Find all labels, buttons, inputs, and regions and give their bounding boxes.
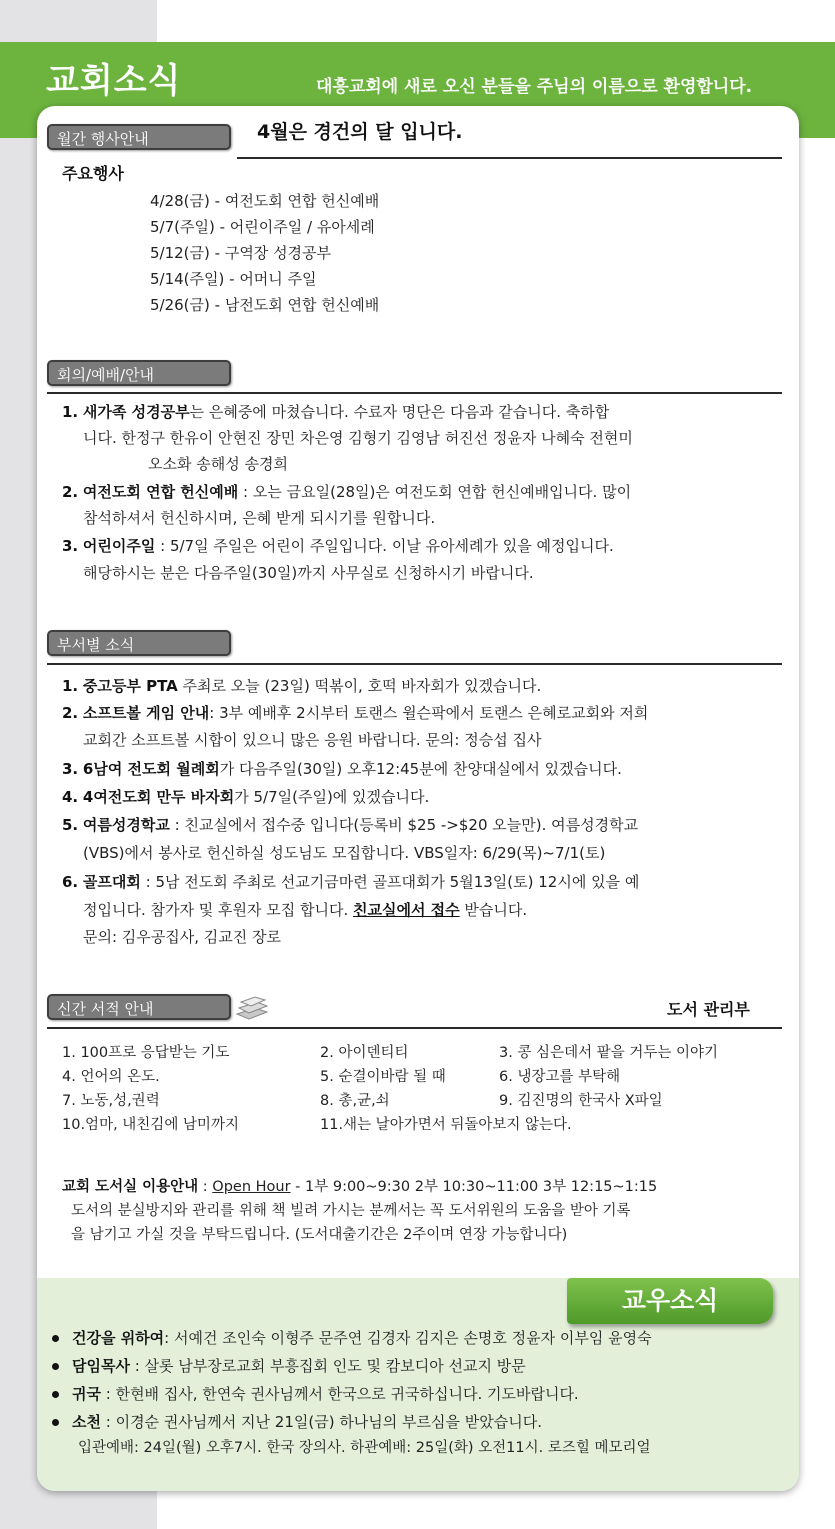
member-news-item-3	[72, 1384, 579, 1404]
item-number: 2.	[62, 483, 79, 501]
dept-item-1	[62, 676, 541, 696]
library-department: 도서 관리부	[667, 1000, 750, 1019]
item-text: : 한현배 집사, 한연숙 권사님께서 한국으로 귀국하십니다. 기도바랍니다.	[100, 1385, 579, 1403]
book-item: 10.엄마, 내친김에 남미까지	[62, 1117, 239, 1133]
book-item: 6. 냉장고를 부탁해	[499, 1069, 621, 1085]
item-number: 1.	[62, 403, 79, 421]
book-item: 3. 콩 심은데서 팥을 거두는 이야기	[499, 1045, 718, 1061]
item-title: 귀국	[72, 1385, 101, 1403]
item-text: : 5남 전도회 주최로 선교기금마련 골프대회가 5월13일(토) 12시에 있을 예	[140, 873, 640, 891]
event-item: 5/7(주일) - 어린이주일 / 유아세례	[150, 218, 375, 236]
book-item: 8. 총,균,쇠	[320, 1093, 390, 1109]
event-item: 5/26(금) - 남전도회 연합 헌신예배	[150, 296, 380, 314]
dept-item-5-line-2: (VBS)에서 봉사로 헌신하실 성도님도 모집합니다. VBS일자: 6/29(목)~7/1(토)	[83, 844, 606, 862]
item-text: : 살롯 남부장로교회 부흥집회 인도 및 캄보디아 선교지 방문	[129, 1357, 526, 1375]
book-item: 5. 순결이바람 될 때	[320, 1069, 446, 1085]
item-title: 골프대회	[82, 873, 141, 891]
book-item: 11.새는 날아가면서 뒤돌아보지 않는다.	[320, 1117, 572, 1133]
item-text: 정입니다. 참가자 및 후원자 모집 합니다.	[83, 901, 353, 919]
dept-item-6-line-2	[83, 900, 527, 920]
item-text: : 친교실에서 접수중 입니다(등록비 $25 ->$20 오늘만). 여름성경학교	[169, 816, 639, 834]
registration-place: 친교실에서 접수	[353, 901, 460, 919]
dept-item-3	[62, 759, 622, 779]
bullet-icon	[52, 1419, 59, 1426]
bullet-icon	[52, 1335, 59, 1342]
item-text: : 이경순 권사님께서 지난 21일(금) 하나님의 부르심을 받았습니다.	[100, 1413, 542, 1431]
item-number: 6.	[62, 873, 79, 891]
book-item: 7. 노동,성,권력	[62, 1093, 160, 1109]
welcome-message: 대흥교회에 새로 오신 분들을 주님의 이름으로 환영합니다.	[316, 77, 753, 97]
meeting-item-3-line-2: 해당하시는 분은 다음주일(30일)까지 사무실로 신청하시기 바랍니다.	[83, 564, 534, 582]
item-title: 담임목사	[72, 1357, 130, 1375]
books-rule	[47, 1027, 782, 1029]
item-title: 어린이주일	[82, 537, 156, 555]
monthly-rule	[237, 157, 782, 159]
event-item: 5/12(금) - 구역장 성경공부	[150, 244, 332, 262]
library-notice-line-2: 도서의 분실방지와 관리를 위해 책 빌려 가시는 분께서는 꼭 도서위원의 도움을 받아 기록	[71, 1203, 631, 1219]
book-item: 9. 김진명의 한국사 X파일	[499, 1093, 663, 1109]
item-title: 여름성경학교	[82, 816, 170, 834]
item-text: 가 5/7일(주일)에 있겠습니다.	[234, 788, 430, 806]
item-text: 받습니다.	[459, 901, 528, 919]
item-text: : 5/7일 주일은 어린이 주일입니다. 이날 유아세례가 있을 예정입니다.	[155, 537, 614, 555]
month-theme: 4월은 경건의 달 입니다.	[257, 121, 463, 143]
member-news-item-1	[72, 1328, 652, 1348]
item-title: 소천	[72, 1413, 101, 1431]
item-title: 새가족 성경공부	[82, 403, 190, 421]
item-title: 건강을 위하여	[72, 1329, 165, 1347]
member-news-item-4	[72, 1412, 542, 1432]
bullet-icon	[52, 1363, 59, 1370]
page-title: 교회소식	[46, 61, 182, 101]
department-rule	[47, 663, 782, 665]
item-title: 여전도회 연합 헌신예배	[82, 483, 239, 501]
dept-item-6	[62, 872, 639, 892]
dept-item-4	[62, 787, 429, 807]
dept-item-5	[62, 815, 638, 835]
dept-item-2-line-2: 교회간 소프트볼 시합이 있으니 많은 응원 바랍니다. 문의: 정승섭 집사	[83, 731, 542, 749]
library-colon: :	[198, 1179, 213, 1195]
dept-item-2	[62, 703, 648, 723]
item-title: 중고등부 PTA	[82, 677, 178, 695]
meeting-item-2	[62, 482, 631, 502]
library-hours-text: - 1부 9:00~9:30 2부 10:30~11:00 3부 12:15~1:15	[290, 1179, 658, 1195]
library-hours	[62, 1177, 657, 1197]
book-item: 2. 아이덴티티	[320, 1045, 409, 1061]
item-text: 주최로 오늘 (23일) 떡볶이, 호떡 바자회가 있겠습니다.	[177, 677, 542, 695]
item-text: : 서예건 조인숙 이형주 문주연 김경자 김지은 손명호 정윤자 이부임 윤영숙	[164, 1329, 652, 1347]
item-title: 6남여 전도회 월례회	[82, 760, 220, 778]
meeting-item-3	[62, 536, 614, 556]
item-number: 2.	[62, 704, 79, 722]
department-news-tab: 부서별 소식	[47, 630, 231, 656]
item-number: 4.	[62, 788, 79, 806]
item-text: 가 다음주일(30일) 오후12:45분에 찬양대실에서 있겠습니다.	[219, 760, 622, 778]
item-text: : 오는 금요일(28일)은 여전도회 연합 헌신예배입니다. 많이	[238, 483, 632, 501]
meeting-rule	[47, 392, 782, 394]
open-hour-label: Open Hour	[212, 1179, 291, 1195]
book-item: 1. 100프로 응답받는 기도	[62, 1045, 230, 1061]
books-stack-icon	[235, 994, 269, 1022]
event-item: 4/28(금) - 여전도회 연합 헌신예배	[150, 192, 380, 210]
member-news-tab: 교우소식	[567, 1278, 773, 1324]
new-books-tab: 신간 서적 안내	[47, 994, 231, 1020]
item-title: 소프트볼 게임 안내	[82, 704, 210, 722]
dept-item-6-line-3: 문의: 김우공집사, 김교진 장로	[83, 928, 282, 946]
meeting-item-1	[62, 402, 609, 422]
book-item: 4. 언어의 온도.	[62, 1069, 160, 1085]
item-number: 3.	[62, 537, 79, 555]
member-news-item-2	[72, 1356, 526, 1376]
meeting-item-1-line-2: 니다. 한정구 한유이 안현진 장민 차은영 김형기 김영남 허진선 정윤자 나혜숙 전현미	[83, 429, 633, 447]
member-news-item-4-line-2: 입관예배: 24일(월) 오후7시. 한국 장의사. 하관예배: 25일(화) 오전11시. 로즈힐 메모리얼	[78, 1440, 651, 1456]
monthly-events-tab: 월간 행사안내	[47, 124, 231, 150]
meeting-item-1-line-3: 오소화 송해성 송경희	[148, 455, 288, 473]
meeting-tab: 회의/예배/안내	[47, 360, 231, 386]
item-text: : 3부 예배후 2시부터 토랜스 윌슨팍에서 토랜스 은혜로교회와 저희	[209, 704, 649, 722]
item-number: 1.	[62, 677, 79, 695]
library-title: 교회 도서실 이용안내	[62, 1179, 199, 1195]
news-panel	[37, 106, 799, 1491]
library-notice-line-3: 을 남기고 가실 것을 부탁드립니다. (도서대출기간은 2주이며 연장 가능합니다)	[71, 1227, 568, 1243]
event-item: 5/14(주일) - 어머니 주일	[150, 270, 317, 288]
meeting-item-2-line-2: 참석하셔서 헌신하시며, 은혜 받게 되시기를 원합니다.	[83, 509, 436, 527]
item-text: 는 은혜중에 마쳤습니다. 수료자 명단은 다음과 같습니다. 축하합	[189, 403, 610, 421]
item-title: 4여전도회 만두 바자회	[82, 788, 235, 806]
main-events-heading: 주요행사	[62, 164, 124, 183]
bullet-icon	[52, 1391, 59, 1398]
item-number: 5.	[62, 816, 79, 834]
item-number: 3.	[62, 760, 79, 778]
